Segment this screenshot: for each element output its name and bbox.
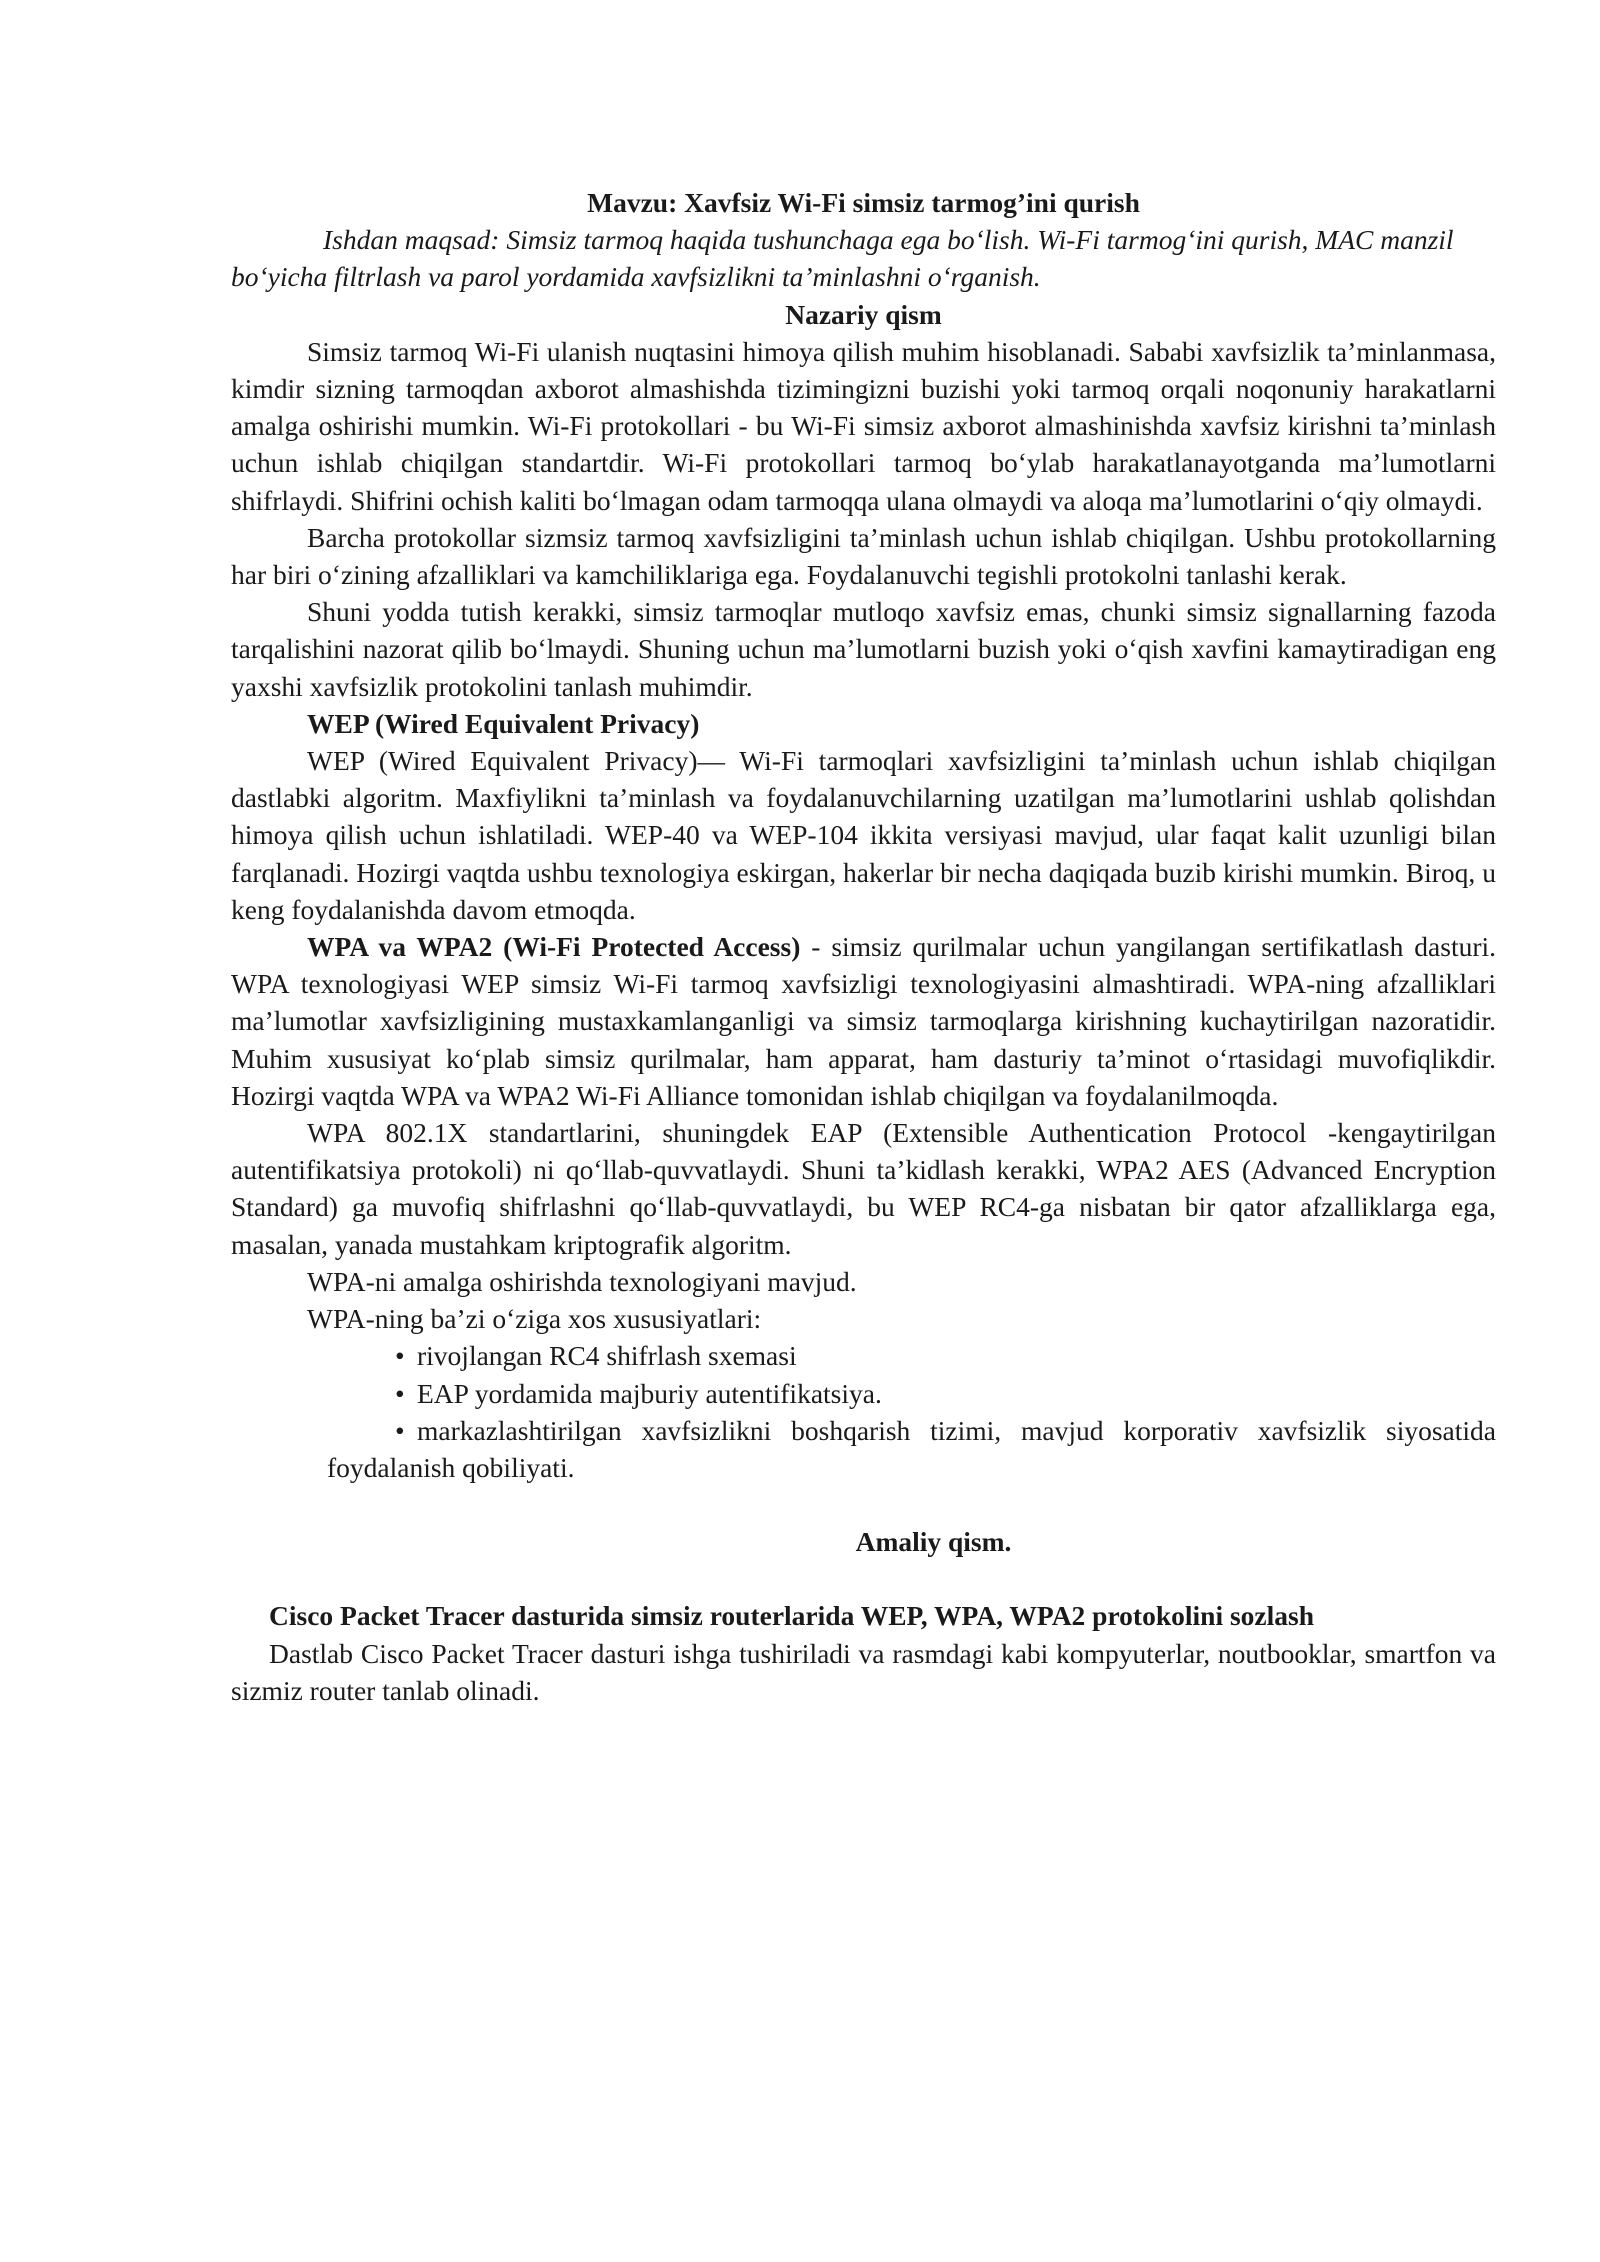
- theory-paragraph-1: Simsiz tarmoq Wi-Fi ulanish nuqtasini himoya qilish muhim hisoblanadi. Sababi xavfsizlik ta’minlanmasa, kimdir sizning tarmoqdan axborot almashishda tizimingizni buzishi yoki tarmoq orqali noqonuniy harakatlarni amalga oshirishi mumkin. Wi-Fi protokollari - bu Wi-Fi simsiz axborot almashinishda xavfsiz kirishni ta’minlash uchun ishlab chiqilgan standartdir. Wi-Fi protokollari tarmoq bo‘ylab harakatlanayotganda ma’lumotlarni shifrlaydi. Shifrini ochish kaliti bo‘lmagan odam tarmoqqa ulana olmaydi va aloqa ma’lumotlarini o‘qiy olmaydi.: [231, 335, 1496, 516]
- practice-heading: Amaliy qism.: [855, 1526, 1012, 1558]
- bullet-icon: •: [395, 1377, 405, 1409]
- wpa-paragraph-3: WPA-ni amalga oshirishda texnologiyani mavjud.: [307, 1265, 857, 1297]
- document-title: Mavzu: Xavfsiz Wi-Fi simsiz tarmog’ini qurish: [587, 187, 1140, 218]
- list-item: • markazlashtirilgan xavfsizlikni boshqarish tizimi, mavjud korporativ xavfsizlik siyosatida foydalanish qobiliyati.: [327, 1412, 1496, 1486]
- theory-heading: Nazariy qism: [785, 298, 942, 330]
- spacer: [231, 1486, 1496, 1523]
- bullet-icon: •: [395, 1414, 405, 1446]
- list-item: • rivojlangan RC4 shifrlash sxemasi: [327, 1337, 1496, 1374]
- wep-heading: WEP (Wired Equivalent Privacy): [307, 707, 700, 739]
- wpa-paragraph-2: WPA 802.1X standartlarini, shuningdek EAP (Extensible Authentication Protocol -kengaytirilgan autentifikatsiya protokoli) ni qo‘llab-quvvatlaydi. Shuni ta’kidlash kerakki, WPA2 AES (Advanced Encryption Standard) ga muvofiq shifrlashni qo‘llab-quvvatlaydi, bu WEP RC4-ga nisbatan bir qator afzalliklarga ega, masalan, yanada mustahkam kriptografik algoritm.: [231, 1117, 1496, 1260]
- spacer: [231, 1560, 1496, 1597]
- aim-paragraph: Ishdan maqsad: Simsiz tarmoq haqida tushunchaga ega bo‘lish. Wi-Fi tarmog‘ini qurish, MAC manzil bo‘yicha filtrlash va parol yordamida xavfsizlikni ta’minlashni o‘rganish.: [231, 224, 1454, 293]
- document-page: [231, 184, 1496, 1709]
- cisco-paragraph: Dastlab Cisco Packet Tracer dasturi ishga tushiriladi va rasmdagi kabi kompyuterlar, noutbooklar, smartfon va sizmiz router tanlab olinadi.: [231, 1637, 1496, 1706]
- bullet-icon: •: [395, 1340, 405, 1372]
- wpa-paragraph-1: [231, 928, 1496, 1114]
- features-list: [231, 1337, 1496, 1486]
- cisco-heading: Cisco Packet Tracer dasturida simsiz routerlarida WEP, WPA, WPA2 protokolini sozlash: [269, 1600, 1315, 1632]
- wpa-paragraph-1-text: - simsiz qurilmalar uchun yangilangan sertifikatlash dasturi. WPA texnologiyasi WEP simsiz Wi-Fi tarmoq xavfsizligi texnologiyasini almashtiradi. WPA-ning afzalliklari ma’lumotlar xavfsizligining mustaxkamlanganligi va simsiz tarmoqlarga kirishning kuchaytirilgan nazoratidir. Muhim xususiyat ko‘plab simsiz qurilmalar, ham apparat, ham dasturiy ta’minot o‘rtasidagi muvofiqlikdir. Hozirgi vaqtda WPA va WPA2 Wi-Fi Alliance tomonidan ishlab chiqilgan va foydalanilmoqda.: [231, 931, 1497, 1111]
- wpa-heading-inline: WPA va WPA2 (Wi-Fi Protected Access): [307, 931, 801, 963]
- wep-paragraph: WEP (Wired Equivalent Privacy)— Wi-Fi tarmoqlari xavfsizligini ta’minlash uchun ishlab chiqilgan dastlabki algoritm. Maxfiylikni ta’minlash va foydalanuvchilarning uzatilgan ma’lumotlarini ushlab qolishdan himoya qilish uchun ishlatiladi. WEP-40 va WEP-104 ikkita versiyasi mavjud, ular faqat kalit uzunligi bilan farqlanadi. Hozirgi vaqtda ushbu texnologiya eskirgan, hakerlar bir necha daqiqada buzib kirishi mumkin. Biroq, u keng foydalanishda davom etmoqda.: [231, 745, 1496, 925]
- theory-paragraph-3: Shuni yodda tutish kerakki, simsiz tarmoqlar mutloqo xavfsiz emas, chunki simsiz signallarning fazoda tarqalishini nazorat qilib bo‘lmaydi. Shuning uchun ma’lumotlarni buzish yoki o‘qish xavfini kamaytiradigan eng yaxshi xavfsizlik protokolini tanlash muhimdir.: [231, 596, 1496, 702]
- theory-paragraph-2: Barcha protokollar sizmsiz tarmoq xavfsizligini ta’minlash uchun ishlab chiqilgan. Ushbu protokollarning har biri o‘zining afzalliklari va kamchiliklariga ega. Foydalanuvchi tegishli protokolni tanlashi kerak.: [231, 521, 1496, 591]
- wpa-paragraph-4: WPA-ning ba’zi o‘ziga xos xususiyatlari:: [307, 1303, 762, 1335]
- list-item: • EAP yordamida majburiy autentifikatsiya.: [327, 1375, 1496, 1412]
